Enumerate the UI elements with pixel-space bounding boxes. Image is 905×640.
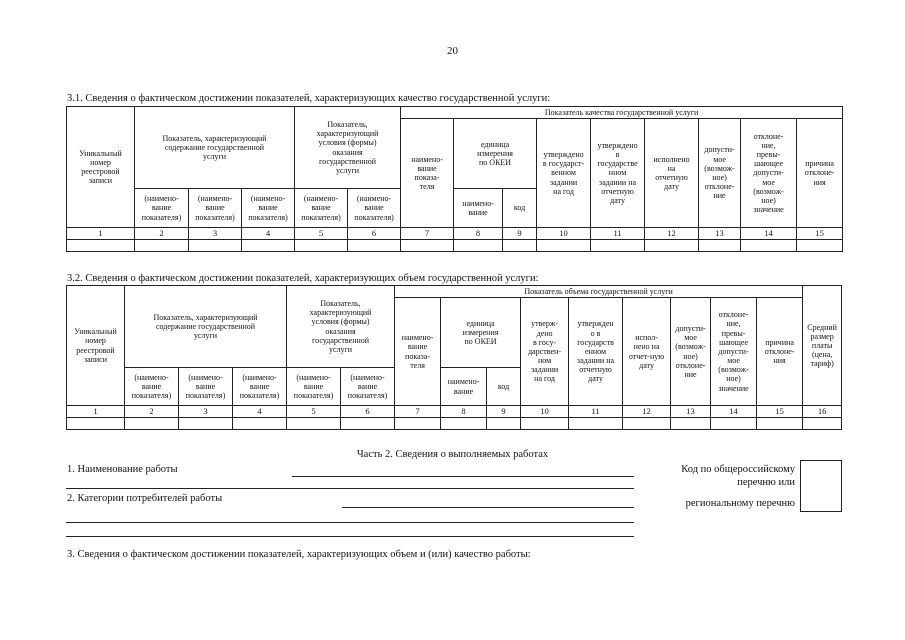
sub-indicator-name: (наимено- вание показателя) bbox=[341, 368, 395, 406]
sub-indicator-name: (наимено- вание показателя) bbox=[135, 189, 189, 228]
column-number: 5 bbox=[287, 406, 341, 418]
column-number: 15 bbox=[757, 406, 803, 418]
sub-indicator-name: (наимено- вание показателя) bbox=[295, 189, 348, 228]
column-number: 11 bbox=[569, 406, 623, 418]
column-number: 7 bbox=[401, 228, 454, 240]
header-unique-number: Уникальный номер реестровой записи bbox=[67, 286, 125, 406]
volume-indicators-table bbox=[66, 285, 842, 430]
column-number: 9 bbox=[487, 406, 521, 418]
column-number: 2 bbox=[135, 228, 189, 240]
sub-indicator-name: (наимено- вание показателя) bbox=[179, 368, 233, 406]
column-number: 10 bbox=[521, 406, 569, 418]
column-number: 9 bbox=[503, 228, 537, 240]
header-approved-report-date: утвержден о в государств енном задании на отчетную дату bbox=[569, 298, 623, 406]
work-name-line[interactable] bbox=[292, 476, 634, 477]
section-3-1-title: 3.1. Сведения о фактическом достижении показателей, характеризующих качество государственной услуги: bbox=[67, 93, 551, 104]
column-number: 3 bbox=[189, 228, 242, 240]
column-number: 13 bbox=[699, 228, 741, 240]
sub-indicator-name: (наимено- вание показателя) bbox=[348, 189, 401, 228]
header-unit-name: наимено- вание bbox=[441, 368, 487, 406]
work-name-line-2[interactable] bbox=[66, 488, 634, 489]
header-exceeding-deviation: отклоне- ние, превы- шающее допусти- мое (возмож- ное) значение bbox=[741, 119, 797, 228]
header-approved-year: утверждено в государст- венном задании на год bbox=[537, 119, 591, 228]
column-number: 6 bbox=[348, 228, 401, 240]
header-deviation-reason: причина отклоне- ния bbox=[757, 298, 803, 406]
header-unit-okei: единица измерения по ОКЕИ bbox=[441, 298, 521, 368]
column-number: 14 bbox=[711, 406, 757, 418]
column-number: 2 bbox=[125, 406, 179, 418]
column-number: 8 bbox=[454, 228, 503, 240]
column-number: 16 bbox=[803, 406, 842, 418]
empty-data-row bbox=[67, 240, 843, 252]
header-service-conditions: Показатель, характеризующий условия (формы) оказания государственной услуги bbox=[287, 286, 395, 368]
header-approved-report-date: утверждено в государстве нном задании на отчетную дату bbox=[591, 119, 645, 228]
sub-indicator-name: (наимено- вание показателя) bbox=[125, 368, 179, 406]
column-number: 14 bbox=[741, 228, 797, 240]
header-allowed-deviation: допусти- мое (возмож- ное) отклоне- ние bbox=[671, 298, 711, 406]
empty-data-row bbox=[67, 418, 842, 430]
column-number: 10 bbox=[537, 228, 591, 240]
column-number: 15 bbox=[797, 228, 843, 240]
column-number: 8 bbox=[441, 406, 487, 418]
registry-code-box[interactable] bbox=[800, 460, 842, 512]
consumer-category-label: 2. Категории потребителей работы bbox=[67, 493, 223, 504]
sub-indicator-name: (наимено- вание показателя) bbox=[287, 368, 341, 406]
column-number: 1 bbox=[67, 406, 125, 418]
header-service-content: Показатель, характеризующий содержание государственной услуги bbox=[135, 107, 295, 189]
header-approved-year: утверж- дено в госу- дарствен- ном задании на год bbox=[521, 298, 569, 406]
column-number: 1 bbox=[67, 228, 135, 240]
sub-indicator-name: (наимено- вание показателя) bbox=[189, 189, 242, 228]
page-number: 20 bbox=[447, 45, 458, 57]
header-average-fee: Средний размер платы (цена, тариф) bbox=[803, 286, 842, 406]
column-number: 13 bbox=[671, 406, 711, 418]
column-number: 3 bbox=[179, 406, 233, 418]
column-number: 6 bbox=[341, 406, 395, 418]
header-unit-code: код bbox=[487, 368, 521, 406]
header-indicator-name: наимено- вание показа- теля bbox=[401, 119, 454, 228]
column-number: 11 bbox=[591, 228, 645, 240]
work-indicators-title: 3. Сведения о фактическом достижении показателей, характеризующих объем и (или) качество работы: bbox=[67, 549, 531, 560]
consumer-category-line[interactable] bbox=[342, 507, 634, 508]
header-executed: испол- нено на отчет-ную дату bbox=[623, 298, 671, 406]
header-volume-indicator: Показатель объема государственной услуги bbox=[395, 286, 803, 298]
sub-indicator-name: (наимено- вание показателя) bbox=[233, 368, 287, 406]
header-deviation-reason: причина отклоне- ния bbox=[797, 119, 843, 228]
header-unit-okei: единица измерения по ОКЕИ bbox=[454, 119, 537, 189]
header-service-conditions: Показатель, характеризующий условия (формы) оказания государственной услуги bbox=[295, 107, 401, 189]
work-name-label: 1. Наименование работы bbox=[67, 464, 178, 475]
header-unit-code: код bbox=[503, 189, 537, 228]
header-executed: исполнено на отчетную дату bbox=[645, 119, 699, 228]
column-number: 4 bbox=[242, 228, 295, 240]
header-quality-indicator: Показатель качества государственной услуги bbox=[401, 107, 843, 119]
section-3-2-title: 3.2. Сведения о фактическом достижении показателей, характеризующих объем государственной услуги: bbox=[67, 273, 539, 284]
column-number: 12 bbox=[623, 406, 671, 418]
sub-indicator-name: (наимено- вание показателя) bbox=[242, 189, 295, 228]
part-2-title: Часть 2. Сведения о выполняемых работах bbox=[356, 449, 549, 460]
column-number: 7 bbox=[395, 406, 441, 418]
column-number: 12 bbox=[645, 228, 699, 240]
header-indicator-name: наимено- вание показа- теля bbox=[395, 298, 441, 406]
quality-indicators-table bbox=[66, 106, 843, 252]
column-number: 5 bbox=[295, 228, 348, 240]
header-unit-name: наимено- вание bbox=[454, 189, 503, 228]
header-exceeding-deviation: отклоне- ние, превы- шающее допусти- мое (возмож- ное) значение bbox=[711, 298, 757, 406]
header-unique-number: Уникальный номер реестровой записи bbox=[67, 107, 135, 228]
registry-code-label: Код по общероссийскому перечню или региональному перечню bbox=[681, 464, 795, 510]
header-service-content: Показатель, характеризующий содержание государственной услуги bbox=[125, 286, 287, 368]
column-number: 4 bbox=[233, 406, 287, 418]
header-allowed-deviation: допусти- мое (возмож- ное) отклоне- ние bbox=[699, 119, 741, 228]
consumer-category-line-3[interactable] bbox=[66, 536, 634, 537]
consumer-category-line-2[interactable] bbox=[66, 522, 634, 523]
